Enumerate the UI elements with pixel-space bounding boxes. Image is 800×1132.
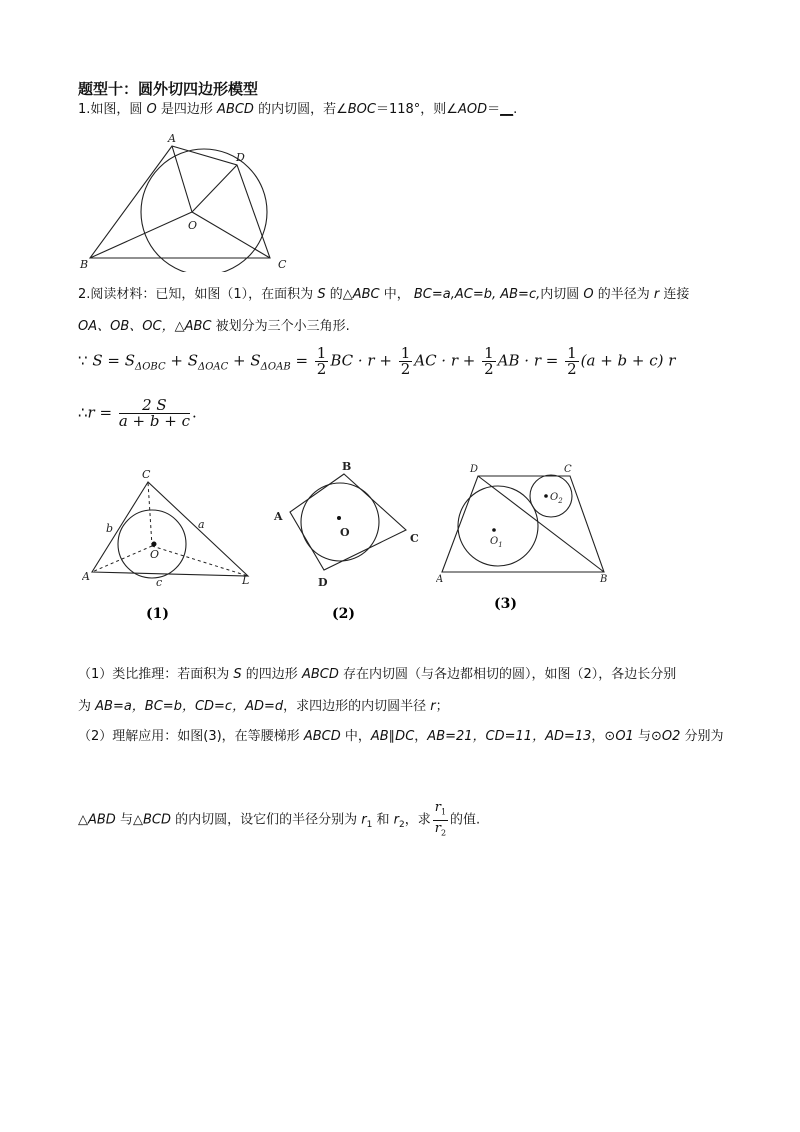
fig1-line-ob — [152, 546, 248, 576]
part2-text: 和 — [372, 812, 394, 828]
part2-var: AB∥DC — [370, 729, 415, 744]
formula-sub: ΔOAC — [197, 361, 229, 373]
q1-label-c: C — [278, 258, 287, 271]
half-fraction — [565, 346, 579, 377]
q2-text: 中， — [379, 287, 414, 302]
radius-formula — [78, 398, 197, 429]
part2-text: 分别为 — [680, 729, 724, 744]
part2-text: 的内切圆，设它们的半径分别为 — [170, 812, 362, 828]
q2-text: 的△ — [325, 287, 353, 302]
fig1-label-c-vertex: C — [142, 468, 151, 481]
formula-term: . — [191, 403, 197, 422]
figure-2 — [268, 456, 428, 626]
fig3-label-c: C — [564, 464, 572, 475]
formula-term: + S — [228, 351, 261, 370]
q2-var: O — [583, 287, 594, 302]
part1-text: （1）类比推理：若面积为 — [78, 667, 234, 682]
part2-var: ABD — [88, 812, 116, 828]
half-fraction — [399, 346, 413, 377]
fig1-label-c-side: c — [156, 576, 163, 589]
fig2-incircle — [301, 483, 379, 561]
frac-den: 2 — [400, 360, 411, 378]
fig3-label-d: D — [470, 464, 479, 475]
part2-var: ABCD — [303, 729, 341, 744]
frac-num: 2 S — [119, 398, 190, 414]
q2-text: 内切圆 — [540, 287, 584, 302]
q1-line-od — [192, 165, 237, 212]
q1-var: AOD — [457, 102, 488, 117]
fig1-center-dot — [152, 542, 157, 547]
q2-text: 被划分为三个小三角形. — [211, 319, 350, 334]
formula-term: AC · r + — [414, 351, 481, 370]
area-formula — [78, 346, 675, 377]
formula-term: S = S — [92, 351, 135, 370]
question-2-line-1 — [78, 286, 689, 304]
q2-var: r — [653, 287, 660, 302]
fig1-label-a-side: a — [198, 518, 205, 531]
frac-den: 2 — [316, 360, 327, 378]
formula-term: r = — [87, 403, 117, 422]
fig2-label-c: C — [410, 532, 419, 545]
frac-den: a + b + c — [118, 412, 190, 430]
formula-term: BC · r + — [330, 351, 397, 370]
fig3-label-b: B — [600, 574, 608, 585]
question-1-text — [78, 101, 517, 119]
part2-text: 的值. — [450, 812, 481, 828]
frac-num: 1 — [484, 344, 494, 362]
q2-text: 的半径为 — [593, 287, 654, 302]
part2-var: O2 — [661, 729, 681, 744]
part1-text: ，求四边形的内切圆半径 — [283, 699, 431, 714]
fig3-o1-dot — [492, 528, 496, 532]
q1-text: 1.如图，圆 — [78, 102, 147, 117]
part2-text: 与⊙ — [633, 729, 662, 744]
question-2-line-2 — [78, 318, 350, 336]
fig3-label-o1: $O_1$ — [490, 536, 503, 549]
q1-label-a: A — [168, 132, 176, 145]
therefore-symbol: ∴ — [78, 403, 88, 422]
fig2-quadrilateral — [290, 474, 406, 570]
because-symbol: ∵ — [78, 351, 88, 370]
fig1-label-o: O — [150, 548, 160, 561]
fig3-caption: (3) — [494, 596, 517, 612]
q1-label-b: B — [80, 258, 89, 271]
fig1-caption: (1) — [146, 606, 169, 622]
part1-var: S — [233, 667, 242, 682]
formula-term: + S — [165, 351, 198, 370]
part2-sub: 2 — [398, 820, 405, 831]
q2-var: ABC — [184, 319, 212, 334]
part2-text: 与△ — [115, 812, 143, 828]
fig3-diagonal-db — [478, 476, 604, 572]
q2-text: 连接 — [659, 287, 690, 302]
part2-text: （2）理解应用：如图(3)，在等腰梯形 — [78, 729, 304, 744]
part1-text: 的四边形 — [241, 667, 302, 682]
part1-text: ； — [435, 699, 449, 714]
q1-var: BOC — [347, 102, 376, 117]
part2-var: O1 — [615, 729, 634, 744]
q1-figure — [76, 128, 296, 272]
q1-text: 是四边形 — [156, 102, 218, 117]
part2-var: AB=21，CD=11，AD=13 — [427, 729, 592, 744]
q1-label-o: O — [188, 219, 198, 232]
formula-term: = — [290, 351, 313, 370]
formula-term: (a + b + c) r — [580, 351, 676, 370]
q2-var: OA、OB、OC， — [78, 319, 175, 334]
half-fraction — [482, 346, 496, 377]
q1-text: 的内切圆，若∠ — [253, 102, 348, 117]
part1-var: ABCD — [301, 667, 339, 682]
fig1-label-b-side: b — [106, 522, 114, 535]
part1-var: r — [430, 699, 436, 714]
fig1-label-b-vertex: L — [242, 574, 250, 587]
q2-text: 2.阅读材料：已知，如图（1），在面积为 — [78, 287, 318, 302]
part2-text: ， — [414, 729, 428, 744]
figure-1 — [82, 466, 262, 626]
fig2-label-b: B — [342, 460, 352, 473]
radius-fraction — [119, 398, 190, 429]
frac-num: 1 — [400, 344, 411, 362]
fig2-label-o: O — [340, 526, 350, 539]
frac-den: $r_2$ — [434, 820, 447, 838]
part2-var: BCD — [142, 812, 171, 828]
q1-text: ＝118°，则∠ — [375, 102, 458, 117]
part2-var: r — [393, 812, 399, 828]
frac-num: 1 — [316, 344, 327, 362]
part2-sub: 1 — [366, 820, 373, 831]
frac-num: $r_1$ — [433, 800, 448, 821]
part-2-line-2 — [78, 800, 480, 840]
formula-term: AB · r = — [497, 351, 564, 370]
formula-sub: ΔOBC — [134, 361, 166, 373]
frac-den: 2 — [567, 360, 577, 378]
q2-var: BC=a,AC=b, AB=c, — [413, 287, 541, 302]
fig3-label-o2: $O_2$ — [550, 492, 563, 505]
q2-var: S — [317, 287, 326, 302]
part1-var: AB=a，BC=b，CD=c，AD=d — [95, 699, 284, 714]
section-title: 题型十：圆外切四边形模型 — [78, 80, 259, 98]
answer-blank: __ — [500, 102, 514, 117]
part2-var: r — [361, 812, 367, 828]
q2-text: △ — [174, 319, 185, 334]
fig2-label-d: D — [318, 576, 328, 589]
part1-text: 存在内切圆（与各边都相切的圆），如图（2），各边长分别 — [338, 667, 677, 682]
q1-line-oa — [172, 146, 192, 212]
q1-var: ABCD — [217, 102, 254, 117]
fig2-caption: (2) — [332, 606, 355, 622]
fig1-triangle — [92, 482, 248, 576]
frac-den: 2 — [484, 360, 494, 378]
fig2-center-dot — [337, 516, 341, 520]
q1-text: ＝ — [487, 102, 501, 117]
formula-sub: ΔOAB — [260, 361, 291, 373]
part-1-line-2 — [78, 698, 449, 716]
fig1-line-oc — [148, 482, 152, 546]
q2-var: ABC — [352, 287, 380, 302]
part2-text: ，求 — [404, 812, 431, 828]
fig1-label-a-vertex: A — [82, 570, 90, 583]
figure-3 — [436, 460, 616, 620]
frac-num: 1 — [567, 344, 577, 362]
fig3-label-a: A — [436, 574, 444, 585]
half-fraction — [315, 346, 329, 377]
q1-label-d: D — [236, 151, 245, 164]
part-2-line-1 — [78, 728, 724, 746]
q1-text: . — [513, 102, 518, 117]
part2-text: △ — [78, 812, 88, 828]
q1-line-oc — [192, 212, 270, 258]
q1-var: O — [146, 102, 157, 117]
fig3-o2-dot — [544, 494, 548, 498]
part1-text: 为 — [78, 699, 96, 714]
q1-incircle — [141, 149, 267, 272]
fig1-line-oa — [92, 546, 152, 572]
fig3-incircle-o1 — [458, 486, 538, 566]
fig2-label-a: A — [274, 510, 283, 523]
part-1-line-1 — [78, 666, 676, 684]
part2-text: ，⊙ — [591, 729, 616, 744]
ratio-fraction — [433, 800, 448, 840]
part2-text: 中， — [340, 729, 371, 744]
